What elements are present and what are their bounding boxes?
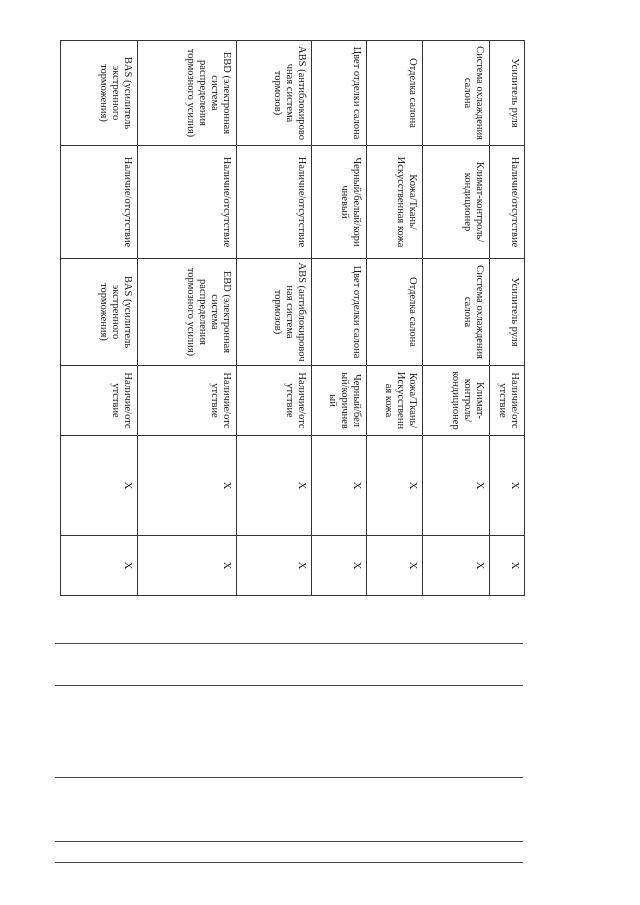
- signature-line: [55, 643, 523, 644]
- param-cell: Система охлаждения салона: [423, 41, 489, 146]
- mark-cell: X: [311, 436, 367, 536]
- param2-cell: Система охлаждения салона: [423, 259, 489, 366]
- value-cell: Наличие/отсутствие: [61, 146, 138, 259]
- rotated-table-wrapper: [60, 40, 525, 595]
- mark-cell: X: [423, 536, 489, 596]
- value-cell: Кожа/Ткань/ Искусственная кожа: [367, 146, 423, 259]
- mark-cell: X: [367, 436, 423, 536]
- mark-cell: X: [61, 536, 138, 596]
- param2-cell: BAS (усилитель экстренного торможения): [61, 259, 138, 366]
- mark-cell: X: [311, 536, 367, 596]
- table-row: [236, 41, 311, 596]
- value2-cell: Наличие/отс утствие: [489, 366, 524, 436]
- param2-cell: EBD (электронная система распределения тормозного усилия): [138, 259, 237, 366]
- value2-cell: Наличие/отс утствие: [138, 366, 237, 436]
- param-cell: EBD (электронная система распределения тормозного усилия): [138, 41, 237, 146]
- signature-line: [55, 841, 523, 842]
- mark-cell: X: [61, 436, 138, 536]
- mark-cell: X: [138, 436, 237, 536]
- table-row: [138, 41, 237, 596]
- signature-line: [55, 685, 523, 686]
- mark-cell: X: [423, 436, 489, 536]
- value-cell: Климат-контроль/ кондиционер: [423, 146, 489, 259]
- value2-cell: Климат-контроль/ кондиционер: [423, 366, 489, 436]
- table-row: [423, 41, 489, 596]
- mark-cell: X: [489, 436, 524, 536]
- mark-cell: X: [236, 536, 311, 596]
- value-cell: Наличие/отсутствие: [138, 146, 237, 259]
- value-cell: Черный/белый/кори чневый: [311, 146, 367, 259]
- param2-cell: Цвет отделки салона: [311, 259, 367, 366]
- param2-cell: Отделка салона: [367, 259, 423, 366]
- param-cell: BAS (усилитель экстренного торможения): [61, 41, 138, 146]
- param2-cell: Усилитель руля: [489, 259, 524, 366]
- param-cell: Усилитель руля: [489, 41, 524, 146]
- param-cell: Цвет отделки салона: [311, 41, 367, 146]
- value-cell: Наличие/отсутствие: [489, 146, 524, 259]
- specification-table: [60, 40, 525, 596]
- rotated-table-frame: [60, 40, 525, 595]
- mark-cell: X: [138, 536, 237, 596]
- table-row: [367, 41, 423, 596]
- table-row: [61, 41, 138, 596]
- table-row: [489, 41, 524, 596]
- value-cell: Наличие/отсутствие: [236, 146, 311, 259]
- value2-cell: Наличие/отс утствие: [61, 366, 138, 436]
- value2-cell: Наличие/отс утствие: [236, 366, 311, 436]
- param2-cell: ABS (антиблокировоч ная система тормозов): [236, 259, 311, 366]
- signature-line: [55, 862, 523, 863]
- param-cell: ABS (антиблокирово чная система тормозов): [236, 41, 311, 146]
- value2-cell: Черный/бел ый/коричнев ый: [311, 366, 367, 436]
- mark-cell: X: [489, 536, 524, 596]
- value2-cell: Кожа/Ткань/ Искусственн ая кожа: [367, 366, 423, 436]
- mark-cell: X: [236, 436, 311, 536]
- mark-cell: X: [367, 536, 423, 596]
- signature-line: [55, 777, 523, 778]
- param-cell: Отделка салона: [367, 41, 423, 146]
- table-row: [311, 41, 367, 596]
